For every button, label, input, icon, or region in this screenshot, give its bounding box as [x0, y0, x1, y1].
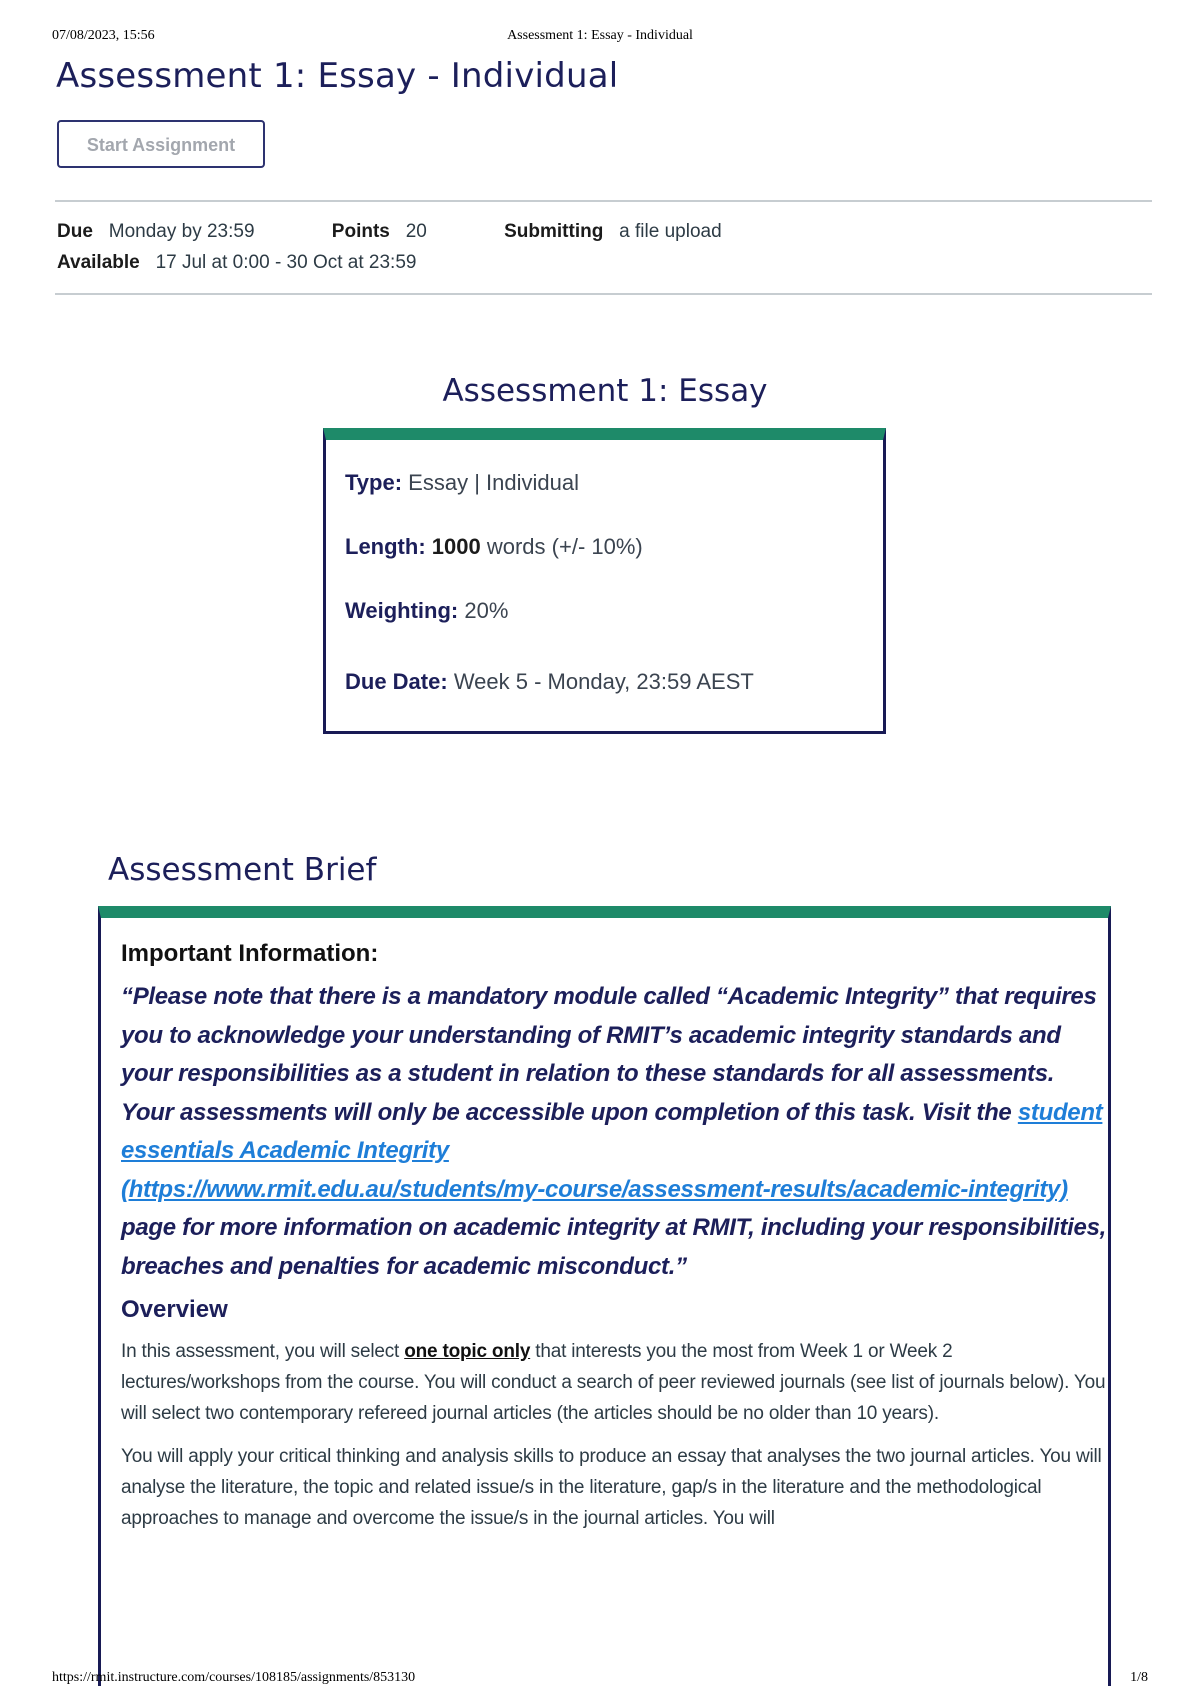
submitting-label: Submitting: [504, 221, 604, 242]
brief-heading: Assessment Brief: [108, 852, 377, 888]
assignment-details-row2: [57, 252, 416, 274]
info-length: [345, 534, 643, 560]
p1-after: that interests you the most from Week 1 or Week 2 lectures/workshops from the course. You will conduct a search of peer reviewed journals (see list of journals below). You will select two contemporary refereed journal articles (the articles should be no older than 10 years).: [121, 1341, 1106, 1424]
academic-integrity-notice: [121, 978, 1111, 1286]
due-date-value: Week 5 - Monday, 23:59 AEST: [453, 669, 754, 694]
notice-part2: page for more information on academic integrity at RMIT, including your responsibilities, breaches and penalties for academic misconduct.”: [121, 1214, 1106, 1280]
due-label: Due: [57, 221, 93, 242]
weighting-value: 20%: [464, 598, 509, 623]
points-label: Points: [331, 221, 390, 242]
print-url: https://rmit.instructure.com/courses/108185/assignments/853130: [52, 1670, 416, 1685]
weighting-label: Weighting:: [345, 598, 459, 623]
page-title: Assessment 1: Essay - Individual: [56, 56, 619, 96]
academic-integrity-link[interactable]: student essentials Academic Integrity: [121, 1098, 1103, 1164]
brief-content: [121, 940, 1111, 1546]
overview-paragraph-1: [121, 1336, 1111, 1429]
points-value: 20: [405, 221, 427, 242]
p1-emphasis: one topic only: [404, 1341, 531, 1362]
available-label: Available: [57, 252, 140, 273]
important-info-title: Important Information:: [121, 940, 379, 967]
print-datetime: 07/08/2023, 15:56: [52, 28, 155, 43]
length-label: Length:: [345, 534, 426, 559]
divider-top: [55, 200, 1152, 202]
type-label: Type:: [345, 470, 403, 495]
due-value: Monday by 23:59: [108, 221, 255, 242]
print-footer: [52, 1670, 1148, 1690]
overview-title: Overview: [121, 1296, 228, 1323]
length-rest: words (+/- 10%): [486, 534, 643, 559]
due-date-label: Due Date:: [345, 669, 448, 694]
info-due-date: [345, 669, 754, 695]
academic-integrity-url-link[interactable]: (https://www.rmit.edu.au/students/my-course/assessment-results/academic-integrity): [121, 1175, 1068, 1203]
print-header: [52, 28, 1148, 48]
start-assignment-button[interactable]: Start Assignment: [57, 120, 265, 168]
available-value: 17 Jul at 0:00 - 30 Oct at 23:59: [155, 252, 417, 273]
notice-part1: “Please note that there is a mandatory module called “Academic Integrity” that requires you to acknowledge your understanding of RMIT’s academic integrity standards and your responsibilities as a student in relation to these standards for all assessments. Your assessments will only be accessible upon completion of this task. Visit the: [121, 983, 1097, 1126]
print-title: Assessment 1: Essay - Individual: [507, 28, 693, 43]
essay-heading: Assessment 1: Essay: [442, 373, 768, 409]
divider-bottom: [55, 293, 1152, 295]
overview-paragraph-2: You will apply your critical thinking and analysis skills to produce an essay that analyses the two journal articles. You will analyse the literature, the topic and related issue/s in the literature, gap/s in the literature and the methodological approaches to manage and overcome the issue/s in the journal articles. You will: [121, 1446, 1102, 1529]
info-type: [345, 470, 579, 496]
assignment-details-row1: [57, 221, 722, 243]
length-number: 1000: [431, 534, 481, 559]
print-page-number: 1/8: [1130, 1670, 1148, 1685]
submitting-value: a file upload: [619, 221, 722, 242]
p1-before: In this assessment, you will select: [121, 1341, 405, 1362]
type-value: Essay | Individual: [408, 470, 579, 495]
info-weighting: [345, 598, 508, 624]
